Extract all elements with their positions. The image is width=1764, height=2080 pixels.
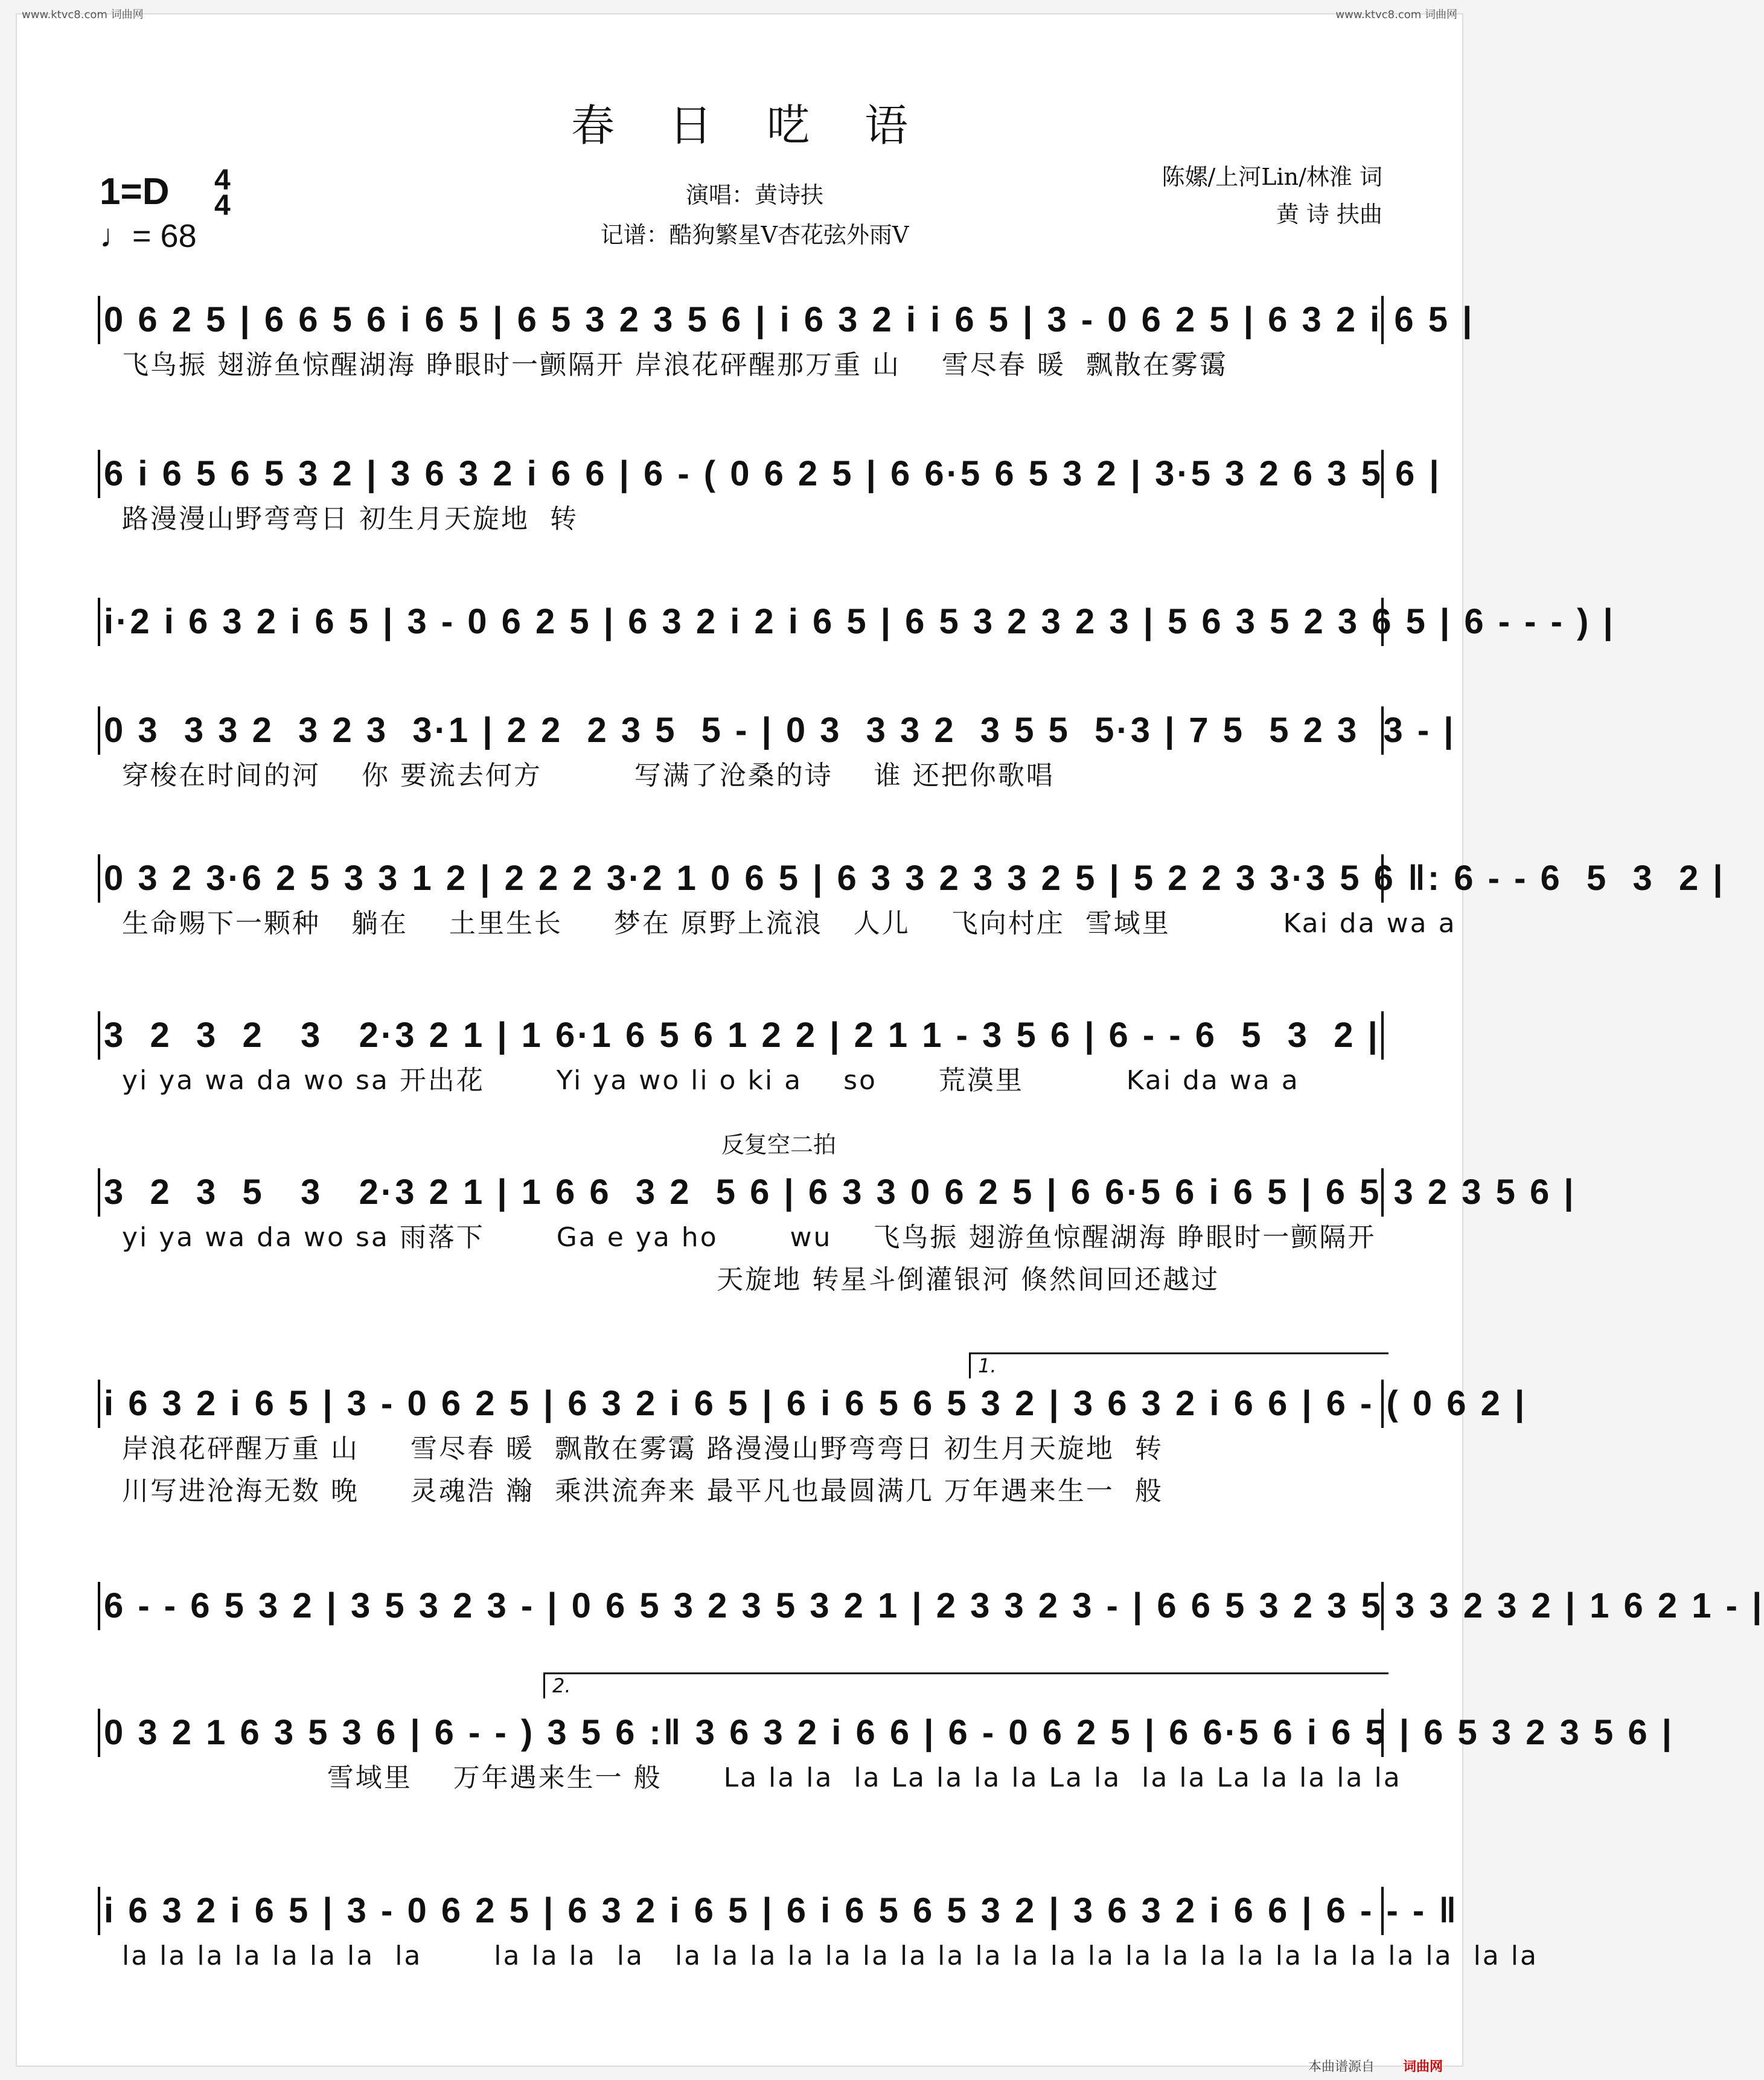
volta-1-label: 1. <box>978 1354 997 1377</box>
score-system-2 <box>98 450 1442 540</box>
lyric-line: 生命赐下一颗种 躺在 土里生长 梦在 原野上流浪 人儿 飞向村庄 雪域里 Kai da wa a <box>122 908 1457 939</box>
lyric-line: yi ya wa da wo sa 雨落下 Ga e ya ho wu 飞鸟振 翅游鱼惊醒湖海 睁眼时一颤隔开 <box>122 1222 1376 1253</box>
time-denominator: 4 <box>214 190 231 222</box>
score-system-4 <box>98 706 1456 797</box>
notation-line: 0 6 2 5 | 6 6 5 6 i 6 5 | 6 5 3 2 3 5 6 | i 6 3 2 i i 6 5 | 3 - 0 6 2 5 | 6 3 2 i 6 5 | <box>98 296 1384 344</box>
notation-line: 3 2 3 2 3 2·3 2 1 | 1 6·1 6 5 6 1 2 2 | 2 1 1 - 3 5 6 | 6 - - 6 5 3 2 | <box>98 1011 1384 1060</box>
time-numerator: 4 <box>214 164 231 196</box>
lyric-line: 飞鸟振 翅游鱼惊醒湖海 睁眼时一颤隔开 岸浪花砰醒那万重 山 雪尽春 暖 飘散在雾霭 <box>122 350 1228 380</box>
score-system-9 <box>98 1582 1764 1630</box>
score-system-6 <box>98 1011 1384 1102</box>
lyric-line: 雪域里 万年遇来生一 般 La la la la La la la la La la la la La la la la la <box>122 1762 1402 1793</box>
lyricist-credit: 陈嫘/上河Lin/林淮 词 <box>1162 164 1382 190</box>
time-signature <box>214 164 231 222</box>
notation-line: 0 3 2 1 6 3 5 3 6 | 6 - - ) 3 5 6 :‖ 3 6 3 2 i 6 6 | 6 - 0 6 2 5 | 6 6·5 6 i 6 5 | 6 5 3 2 3 5 6 | <box>98 1709 1384 1757</box>
song-title: 春日呓语 <box>570 100 962 151</box>
volta-2-label: 2. <box>552 1674 571 1697</box>
score-system-8 <box>98 1380 1527 1512</box>
score-system-3 <box>98 598 1615 646</box>
score-system-7 <box>98 1168 1576 1301</box>
notation-line: 0 3 3 3 2 3 2 3 3·1 | 2 2 2 3 5 5 - | 0 3 3 3 2 3 5 5 5·3 | 7 5 5 2 3 3 - | <box>98 706 1384 755</box>
score-system-5 <box>98 854 1725 945</box>
notation-line: 6 i 6 5 6 5 3 2 | 3 6 3 2 i 6 6 | 6 - ( 0 6 2 5 | 6 6·5 6 5 3 2 | 3·5 3 2 6 3 5 6 | <box>98 450 1384 498</box>
lyric-line-verse-2: 天旋地 转星斗倒灌银河 倏然间回还越过 <box>122 1264 1220 1295</box>
key-signature-block <box>100 164 231 254</box>
transcriber-credit: 记谱：酷狗繁星V杏花弦外雨V <box>600 222 909 248</box>
composer-credit: 黄 诗 扶曲 <box>1276 201 1382 228</box>
site-mark-left: www.ktvc8.com 词曲网 <box>22 8 144 21</box>
score-system-1 <box>98 296 1475 386</box>
score-system-11 <box>98 1887 1538 1977</box>
footer-brand-link[interactable]: 词曲网 <box>1402 2059 1443 2075</box>
performance-credits <box>574 175 936 255</box>
singer-credit: 演唱：黄诗扶 <box>685 182 823 208</box>
score-system-10 <box>98 1709 1674 1799</box>
notation-line: 0 3 2 3·6 2 5 3 3 1 2 | 2 2 2 3·2 1 0 6 5 | 6 3 3 2 3 3 2 5 | 5 2 2 3 3·3 5 6 ‖: 6 - - 6 5 3 2 | <box>98 854 1384 903</box>
key-signature: 1=D <box>100 171 170 213</box>
footer-source-text: 本曲谱源自 <box>1308 2059 1375 2075</box>
notation-line: i 6 3 2 i 6 5 | 3 - 0 6 2 5 | 6 3 2 i 6 5 | 6 i 6 5 6 5 3 2 | 3 6 3 2 i 6 6 | 6 - - - ‖ <box>98 1887 1384 1935</box>
lyric-line-verse-2: 川写进沧海无数 晚 灵魂浩 瀚 乘洪流奔来 最平凡也最圆满几 万年遇来生一 般 <box>122 1476 1163 1506</box>
repeat-note: 反复空二拍 <box>721 1131 837 1158</box>
site-mark-right: www.ktvc8.com 词曲网 <box>1335 8 1457 21</box>
lyric-line: 岸浪花砰醒万重 山 雪尽春 暖 飘散在雾霭 路漫漫山野弯弯日 初生月天旋地 转 <box>122 1433 1163 1464</box>
volta-2-bracket <box>543 1672 1389 1698</box>
notation-line: i·2 i 6 3 2 i 6 5 | 3 - 0 6 2 5 | 6 3 2 i 2 i 6 5 | 6 5 3 2 3 2 3 | 5 6 3 5 2 3 6 5 | 6 - - - ) | <box>98 598 1384 646</box>
notation-line: i 6 3 2 i 6 5 | 3 - 0 6 2 5 | 6 3 2 i 6 5 | 6 i 6 5 6 5 3 2 | 3 6 3 2 i 6 6 | 6 - ( 0 6 2 | <box>98 1380 1384 1428</box>
tempo-mark: ♩= 68 <box>100 218 197 254</box>
notation-line: 3 2 3 5 3 2·3 2 1 | 1 6 6 3 2 5 6 | 6 3 3 0 6 2 5 | 6 6·5 6 i 6 5 | 6 5 3 2 3 5 6 | <box>98 1168 1384 1217</box>
author-credits <box>1162 158 1382 233</box>
lyric-line: la la la la la la la la la la la la la la la la la la la la la la la la la la la la la la la la la la la <box>122 1941 1538 1971</box>
lyric-line: 穿梭在时间的河 你 要流去何方 写满了沧桑的诗 谁 还把你歌唱 <box>122 760 1055 791</box>
volta-1-bracket <box>969 1352 1389 1378</box>
footer-source <box>1308 2056 1443 2075</box>
notation-line: 6 - - 6 5 3 2 | 3 5 3 2 3 - | 0 6 5 3 2 3 5 3 2 1 | 2 3 3 2 3 - | 6 6 5 3 2 3 5 3 3 2 3 2 | 1 6 2 1 - | <box>98 1582 1384 1630</box>
lyric-line: 路漫漫山野弯弯日 初生月天旋地 转 <box>122 504 578 534</box>
lyric-line: yi ya wa da wo sa 开出花 Yi ya wo li o ki a so 荒漠里 Kai da wa a <box>122 1065 1300 1096</box>
